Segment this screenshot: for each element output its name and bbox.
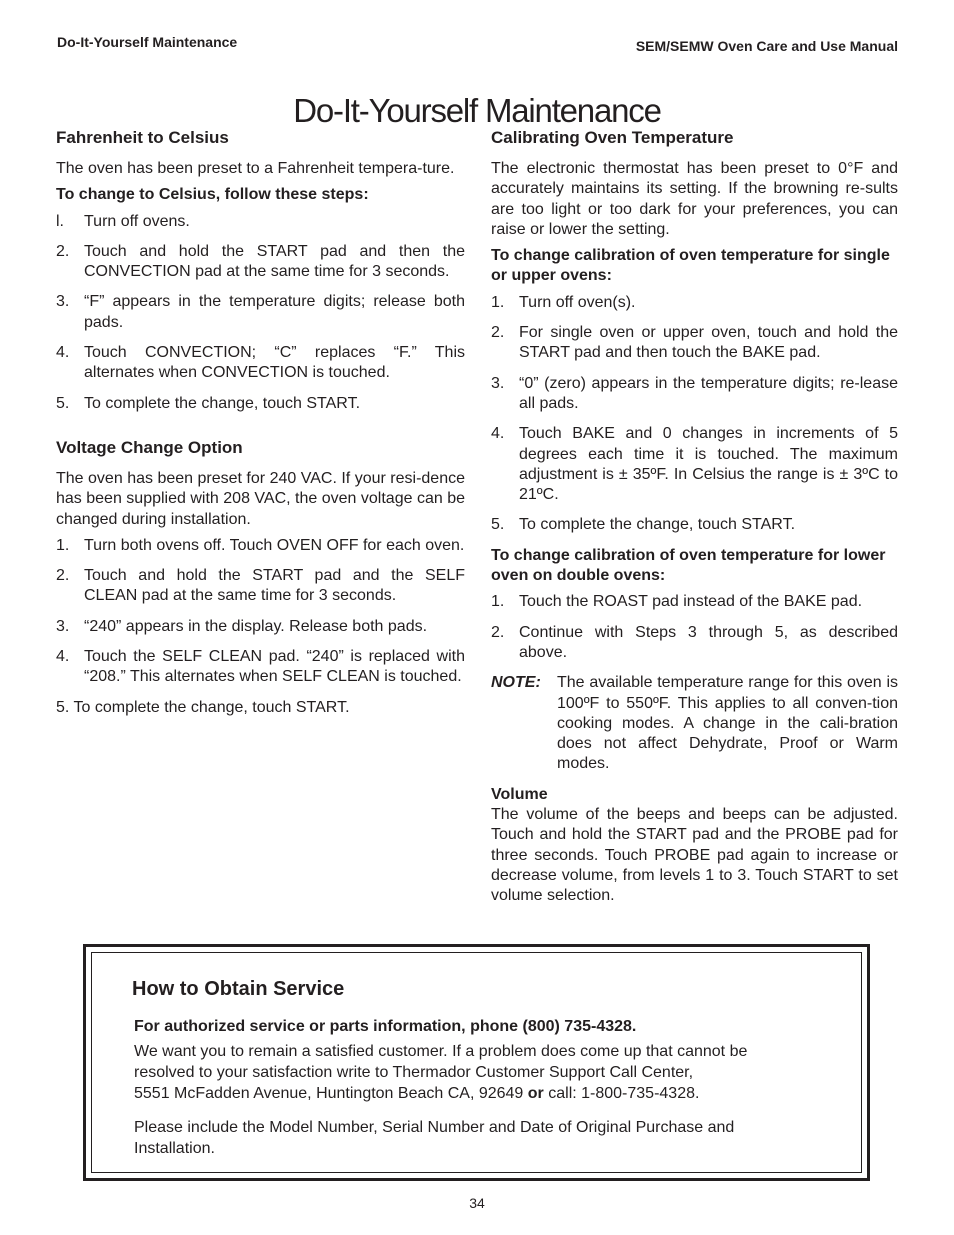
- list-item: [491, 623, 898, 664]
- step-number: 2.: [56, 242, 70, 260]
- list-item: [491, 323, 898, 364]
- step-number: 2.: [491, 324, 505, 342]
- note-label: NOTE:: [491, 674, 541, 692]
- note-block: [491, 673, 898, 774]
- page-title: Do-It-Yourself Maintenance: [293, 92, 661, 130]
- fahrenheit-heading: Fahrenheit to Celsius: [56, 128, 229, 147]
- voltage-section: [56, 438, 465, 718]
- service-paragraph-2: Please include the Model Number, Serial Number and Date of Original Purchase and Installation.: [134, 1119, 735, 1157]
- step-text: “240” appears in the display. Release both pads.: [84, 617, 428, 635]
- step-text: Touch BAKE and 0 changes in increments of 5 degrees each time it is touched. The maximum adjustment is ± 35ºF. In Celsius the range is ± 3ºC to 21ºC.: [519, 425, 898, 504]
- step-text: Turn both ovens off. Touch OVEN OFF for each oven.: [84, 536, 465, 554]
- step-number: 4.: [56, 648, 70, 666]
- step-number: 4.: [56, 344, 70, 362]
- step-text: “0” (zero) appears in the temperature digits; re-lease all pads.: [519, 374, 898, 412]
- step-number: 2.: [56, 567, 70, 585]
- step-number: 1.: [491, 293, 505, 311]
- service-phone-alt: call: 1-800-735-4328.: [548, 1085, 700, 1102]
- list-item: [56, 617, 465, 637]
- list-item: [56, 292, 465, 333]
- celsius-steps-list: [56, 212, 465, 414]
- list-item: [491, 293, 898, 313]
- service-paragraph-1: [134, 1041, 801, 1104]
- lower-oven-steps-list: [491, 592, 898, 663]
- list-item: [56, 242, 465, 283]
- voltage-intro: The oven has been preset for 240 VAC. If your resi-dence has been supplied with 208 VAC, the oven voltage can be changed during installation.: [56, 469, 465, 528]
- list-item: [56, 536, 465, 556]
- step-text: Touch and hold the START pad and the SELF CLEAN pad at the same time for 3 seconds.: [84, 567, 465, 605]
- step-text: To complete the change, touch START.: [519, 516, 796, 534]
- step-number: 1.: [491, 593, 505, 611]
- step-text: To complete the change, touch START.: [84, 394, 361, 412]
- step-number: 5.: [491, 516, 505, 534]
- step-number: 3.: [491, 374, 505, 392]
- service-content: [134, 979, 801, 1172]
- list-item: [56, 343, 465, 384]
- step-text: “F” appears in the temperature digits; release both pads.: [84, 293, 465, 331]
- step-number: 1.: [56, 536, 70, 554]
- calibrating-heading: Calibrating Oven Temperature: [491, 128, 734, 147]
- list-item: [491, 374, 898, 415]
- step-text: Continue with Steps 3 through 5, as described above.: [519, 623, 898, 661]
- step-number: 5.: [56, 394, 70, 412]
- single-oven-steps-list: [491, 293, 898, 536]
- list-item: [56, 566, 465, 607]
- fahrenheit-section: [56, 128, 465, 414]
- step-text: Touch the ROAST pad instead of the BAKE pad.: [519, 593, 863, 611]
- step-number: l.: [56, 212, 64, 230]
- step-number: 3.: [56, 293, 70, 311]
- left-column: [56, 128, 465, 724]
- step-text: Touch and hold the START pad and then the CONVECTION pad at the same time for 3 seconds.: [84, 242, 465, 281]
- calibrating-section: [491, 128, 898, 775]
- list-item: [491, 592, 898, 612]
- service-box-inner-border: [91, 952, 862, 1173]
- volume-text: The volume of the beeps and beeps can be adjusted. Touch and hold the START pad and the PROBE pad for three seconds. Touch PROBE pad again to increase or decrease volume, from levels 1 to 3. Touch START to set volume selection.: [491, 806, 898, 905]
- lower-oven-subhead: To change calibration of oven temperature for lower oven on double ovens:: [491, 546, 886, 585]
- service-box: [83, 944, 870, 1181]
- single-oven-subhead: To change calibration of oven temperature for single or upper ovens:: [491, 247, 890, 285]
- service-address: 5551 McFadden Avenue, Huntington Beach CA, 92649: [134, 1085, 524, 1102]
- step-text: Touch the SELF CLEAN pad. “240” is replaced with “208.” This alternates when SELF CLEAN is touched.: [84, 648, 465, 686]
- list-item: [56, 647, 465, 688]
- celsius-steps-subhead: To change to Celsius, follow these steps:: [56, 186, 369, 204]
- voltage-steps-list: [56, 536, 465, 688]
- volume-section: [491, 785, 898, 907]
- calibrating-intro: The electronic thermostat has been preset to 0°F and accurately maintains its setting. If the browning re-sults are too light or too dark for your preferences, you can raise or lower the setting.: [491, 160, 898, 238]
- step-number: 3.: [56, 617, 70, 635]
- note-text: The available temperature range for this oven is 100ºF to 550ºF. This applies to all conven-tion cooking modes. A change in the cali-bration does not affect Dehydrate, Proof or Warm modes.: [557, 674, 898, 773]
- running-header-left: Do-It-Yourself Maintenance: [57, 34, 238, 50]
- service-heading: How to Obtain Service: [132, 978, 345, 1000]
- step-text: Turn off oven(s).: [519, 293, 636, 311]
- running-header-right: SEM/SEMW Oven Care and Use Manual: [635, 38, 898, 54]
- service-or: or: [527, 1085, 544, 1102]
- step-text: Touch CONVECTION; “C” replaces “F.” This alternates when CONVECTION is touched.: [84, 344, 465, 382]
- right-column: [491, 128, 898, 913]
- page-number: 34: [469, 1195, 485, 1211]
- list-item: [491, 515, 898, 535]
- service-phone-line: For authorized service or parts information, phone (800) 735-4328.: [134, 1018, 637, 1035]
- voltage-heading: Voltage Change Option: [56, 437, 243, 457]
- list-item: [56, 212, 465, 232]
- service-paragraph-1-text: We want you to remain a satisfied customer. If a problem does come up that cannot be resolved to your satisfaction write to Thermador Customer Support Call Center,: [134, 1043, 748, 1081]
- voltage-last-step: 5. To complete the change, touch START.: [56, 698, 350, 716]
- step-number: 2.: [491, 623, 505, 641]
- fahrenheit-intro: The oven has been preset to a Fahrenheit tempera-ture.: [56, 160, 455, 177]
- list-item: [56, 394, 465, 414]
- step-text: Turn off ovens.: [84, 212, 190, 230]
- list-item: [491, 424, 898, 505]
- step-number: 4.: [491, 425, 505, 443]
- volume-heading: Volume: [491, 785, 548, 803]
- step-text: For single oven or upper oven, touch and hold the START pad and then touch the BAKE pad.: [519, 324, 898, 362]
